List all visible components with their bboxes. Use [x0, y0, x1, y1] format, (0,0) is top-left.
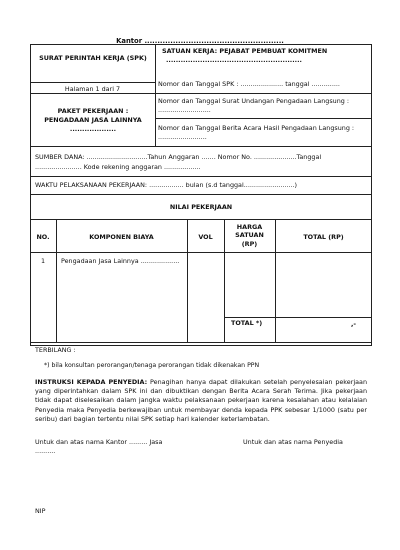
satuan-kerja-label: SATUAN KERJA: PEJABAT PEMBUAT KOMITMEN	[162, 47, 328, 55]
col-header-vol: VOL	[198, 233, 213, 241]
signature-right: Untuk dan atas nama Penyedia	[243, 438, 343, 446]
page-indicator: Halaman 1 dari 7	[64, 85, 121, 93]
instructions	[35, 378, 367, 424]
row-component: Pengadaan Jasa Lainnya ...................	[61, 257, 180, 265]
col-header-unit-price: HARGA SATUAN (RP)	[235, 223, 264, 248]
satuan-kerja-value: ........................................................	[166, 56, 302, 64]
nip-label: NIP	[35, 507, 46, 515]
instructions-heading: INSTRUKSI KEPADA PENYEDIA:	[35, 378, 148, 386]
row-number: 1	[40, 257, 46, 265]
spk-number-date: Nomor dan Tanggal SPK : ..................... tanggal ..............	[158, 80, 340, 88]
paket-title: PAKET PEKERJAAN : PENGADAAN JASA LAINNYA ...................	[44, 107, 142, 134]
col-header-no: NO.	[36, 233, 50, 241]
contract-value-title: NILAI PEKERJAAN	[169, 203, 233, 211]
col-header-component: KOMPONEN BIAYA	[89, 233, 154, 241]
instructions-body: Penagihan hanya dapat dilakukan setelah penyelesaian pekerjaan yang diperintahkan dalam SPK ini dan dibuktikan dengan Berita Acara Serah Terima. Jika pekerjaan tidak dapat diselesaikan dalam jangka waktu pelaksanaan pekerjaan karena kesalahan atau kelalaian Penyedia maka Penyedia berkewajiban untuk membayar denda kepada PPK sebesar 1/1000 (satu per seribu) dari bagian tertentu nilai SPK setiap hari kalender keterlambatan.	[35, 378, 367, 423]
total-label: TOTAL *)	[231, 319, 263, 327]
footnote: *) bila konsultan perorangan/tenaga perorangan tidak dikenakan PPN	[44, 362, 260, 369]
total-value: ,-	[351, 320, 357, 328]
signature-left: Untuk dan atas nama Kantor ......... Jasa ..........	[35, 438, 163, 456]
work-period: WAKTU PELAKSANAAN PEKERJAAN: ................. bulan (s.d tanggal.........................)	[35, 181, 298, 189]
funding-source: SUMBER DANA: ..............................Tahun Anggaran ....... Nomor No. .....................Tanggal ....................... Kode rekening anggaran ..................	[35, 153, 322, 171]
col-header-total: TOTAL (RP)	[303, 233, 344, 241]
spk-title: SURAT PERINTAH KERJA (SPK)	[39, 54, 147, 62]
invitation-number-date: Nomor dan Tanggal Surat Undangan Pengadaan Langsung : ..........................	[158, 97, 349, 115]
minutes-number-date: Nomor dan Tanggal Berita Acara Hasil Pengadaan Langsung : ........................	[158, 124, 355, 142]
amount-in-words-label: TERBILANG :	[35, 346, 76, 354]
office-header: Kantor ......................................................	[116, 37, 284, 45]
